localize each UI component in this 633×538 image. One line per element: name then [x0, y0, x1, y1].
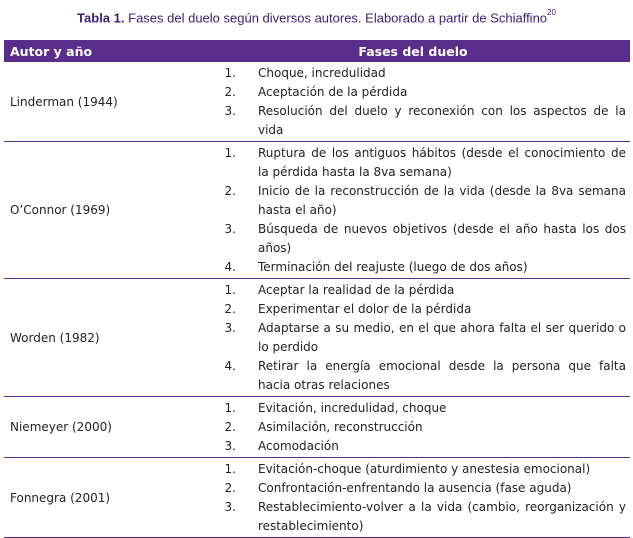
grief-phases-table: [4, 40, 630, 538]
phase-text: Confrontación-enfrentando la ausencia (fase aguda): [258, 481, 572, 495]
phase-text: Restablecimiento-volver a la vida (cambio, reorganización y restablecimiento): [258, 500, 626, 533]
author-cell: Fonnegra (2001): [4, 458, 196, 538]
phase-number: 1.: [224, 66, 236, 80]
phase-item: [196, 258, 626, 277]
phase-number: 3.: [224, 222, 236, 236]
author-cell: O’Connor (1969): [4, 142, 196, 279]
phase-text: Acomodación: [258, 439, 339, 453]
phase-text: Experimentar el dolor de la pérdida: [258, 302, 472, 316]
table-row: [4, 279, 630, 397]
phase-text: Asimilación, reconstrucción: [258, 420, 423, 434]
phase-item: [196, 64, 626, 83]
phases-cell: [196, 142, 630, 279]
author-cell: Linderman (1944): [4, 62, 196, 142]
phases-cell: [196, 397, 630, 458]
phase-list: [196, 460, 626, 536]
phase-item: [196, 399, 626, 418]
phase-text: Aceptación de la pérdida: [258, 85, 408, 99]
phase-item: [196, 498, 626, 536]
phase-item: [196, 319, 626, 357]
phase-number: 1.: [224, 283, 236, 297]
phases-cell: [196, 458, 630, 538]
phase-list: [196, 399, 626, 456]
caption-reference: 20: [547, 8, 556, 17]
phase-number: 2.: [224, 85, 236, 99]
phase-item: [196, 281, 626, 300]
phase-item: [196, 418, 626, 437]
table-row: [4, 62, 630, 142]
phase-number: 3.: [224, 500, 236, 514]
phase-number: 3.: [224, 104, 236, 118]
phase-text: Resolución del duelo y reconexión con los aspectos de la vida: [258, 104, 626, 137]
phase-item: [196, 300, 626, 319]
table-caption: [0, 0, 633, 34]
phase-number: 1.: [224, 462, 236, 476]
phase-text: Terminación del reajuste (luego de dos años): [258, 260, 528, 274]
phase-item: [196, 144, 626, 182]
phase-number: 3.: [224, 321, 236, 335]
table-row: [4, 397, 630, 458]
phase-text: Adaptarse a su medio, en el que ahora falta el ser querido o lo perdido: [258, 321, 626, 354]
phases-cell: [196, 62, 630, 142]
phase-text: Evitación-choque (aturdimiento y anestesia emocional): [258, 462, 591, 476]
phase-list: [196, 144, 626, 277]
phase-list: [196, 281, 626, 395]
phase-item: [196, 437, 626, 456]
phase-text: Inicio de la reconstrucción de la vida (desde la 8va semana hasta el año): [258, 184, 626, 217]
phase-text: Búsqueda de nuevos objetivos (desde el año hasta los dos años): [258, 222, 626, 255]
phase-item: [196, 182, 626, 220]
phase-number: 1.: [224, 401, 236, 415]
phase-number: 2.: [224, 481, 236, 495]
phase-item: [196, 220, 626, 258]
caption-label: Tabla 1.: [77, 10, 125, 26]
caption-text: Fases del duelo según diversos autores. Elaborado a partir de Schiaffino: [128, 10, 548, 26]
phase-text: Retirar la energía emocional desde la persona que falta hacia otras relaciones: [258, 359, 626, 392]
header-author-year: Autor y año: [4, 40, 196, 62]
phase-item: [196, 460, 626, 479]
phase-number: 2.: [224, 420, 236, 434]
phase-number: 2.: [224, 184, 236, 198]
table-row: [4, 142, 630, 279]
phase-number: 1.: [224, 146, 236, 160]
table-row: [4, 458, 630, 538]
phase-text: Ruptura de los antiguos hábitos (desde el conocimiento de la pérdida hasta la 8va semana): [258, 146, 626, 179]
phase-list: [196, 64, 626, 140]
phase-number: 4.: [224, 359, 236, 373]
phase-number: 2.: [224, 302, 236, 316]
author-cell: Worden (1982): [4, 279, 196, 397]
phase-item: [196, 357, 626, 395]
table-body: [4, 62, 630, 538]
table-header: [4, 40, 630, 62]
phase-item: [196, 479, 626, 498]
phase-number: 3.: [224, 439, 236, 453]
phase-text: Evitación, incredulidad, choque: [258, 401, 447, 415]
phase-text: Choque, incredulidad: [258, 66, 386, 80]
phase-text: Aceptar la realidad de la pérdida: [258, 283, 455, 297]
phase-item: [196, 83, 626, 102]
phases-cell: [196, 279, 630, 397]
phase-item: [196, 102, 626, 140]
header-grief-phases: Fases del duelo: [196, 40, 630, 62]
author-cell: Niemeyer (2000): [4, 397, 196, 458]
phase-number: 4.: [224, 260, 236, 274]
